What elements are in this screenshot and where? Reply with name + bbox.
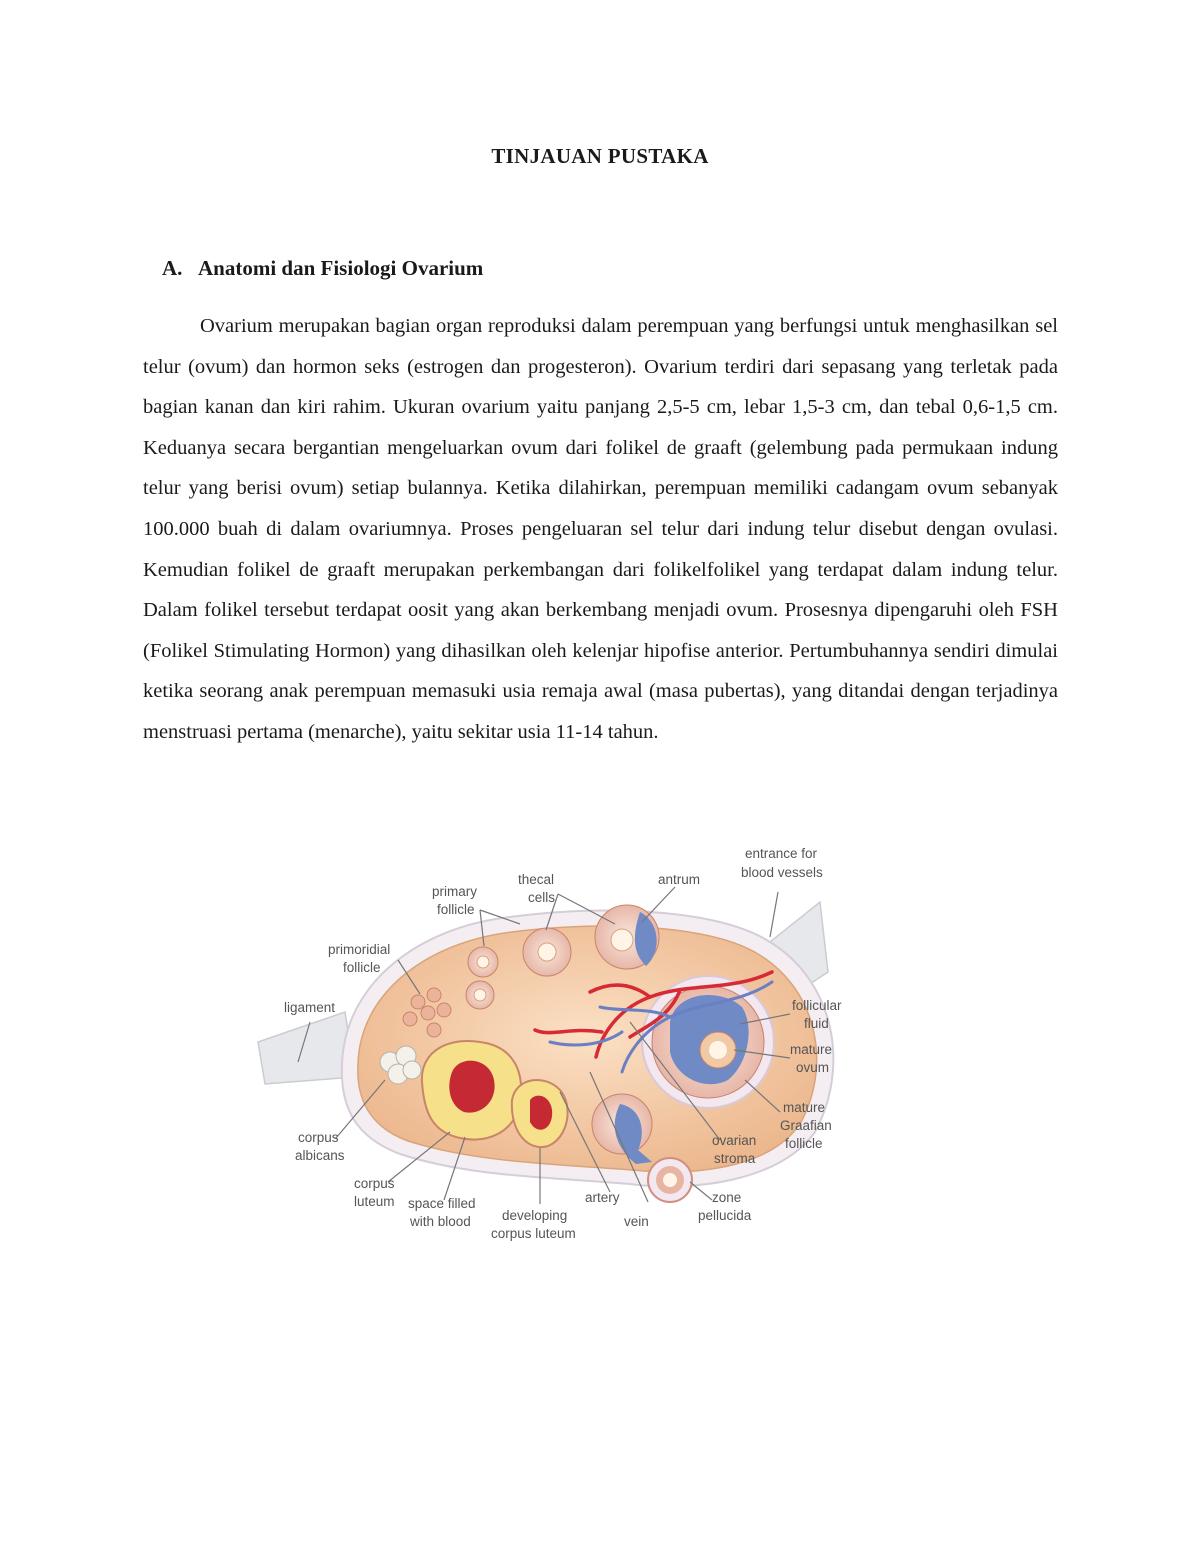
paragraph: Ovarium merupakan bagian organ reproduksi dalam perempuan yang berfungsi untuk menghasilkan sel telur (ovum) dan hormon seks (estrogen dan progesteron). Ovarium terdiri dari sepasang yang terletak pada bagian kanan dan kiri rahim. Ukuran ovarium yaitu panjang 2,5-5 cm, lebar 1,5-3 cm, dan tebal 0,6-1,5 cm. Keduanya secara bergantian mengeluarkan ovum dari folikel de graaft (gelembung pada permukaan indung telur yang berisi ovum) setiap bulannya. Ketika dilahirkan, perempuan memiliki cadangam ovum sebanyak 100.000 buah di dalam ovariumnya. Proses pengeluaran sel telur dari indung telur disebut dengan ovulasi. Kemudian folikel de graaft merupakan perkembangan dari folikelfolikel yang terdapat dalam indung telur. Dalam folikel tersebut terdapat oosit yang akan berkembang menjadi ovum. Prosesnya dipengaruhi oleh FSH (Folikel Stimulating Hormon) yang dihasilkan oleh kelenjar hipofise anterior. Pertumbuhannya sendiri dimulai ketika seorang anak perempuan memasuki usia remaja awal (masa pubertas), yang ditandai dengan terjadinya menstruasi pertama (menarche), yaitu sekitar usia 11-14 tahun. — [143, 315, 1058, 743]
figure-label-text: corpus — [298, 1130, 339, 1145]
figure-label-text: space filled — [408, 1196, 476, 1211]
figure-label-text: thecal — [518, 872, 555, 887]
figure-label-zone-l2 — [698, 1208, 752, 1223]
figure-label-space-blood-l1 — [408, 1196, 476, 1211]
figure-label-thecal-l1 — [518, 872, 554, 887]
released-ovum — [648, 1158, 692, 1202]
figure-label-text: primary — [432, 884, 478, 899]
figure-label-text: Graafian — [780, 1118, 832, 1133]
figure-label-mature-ovum-l2 — [796, 1060, 829, 1075]
figure-label-space-blood-l2 — [409, 1214, 471, 1229]
figure-label-primary-l2 — [437, 902, 475, 917]
figure-label-primordial-l1 — [328, 942, 390, 957]
figure-label-text: mature — [783, 1100, 826, 1115]
corpus-luteum — [422, 1041, 521, 1140]
section-title: Anatomi dan Fisiologi Ovarium — [198, 256, 484, 280]
figure-label-text: albicans — [295, 1148, 345, 1163]
section-number: A. — [162, 256, 183, 280]
figure-label-text: ovum — [796, 1060, 830, 1075]
figure-label-primary-l1 — [432, 884, 477, 899]
page-title: TINJAUAN PUSTAKA — [491, 144, 709, 168]
secondary-follicle — [523, 928, 571, 976]
figure-label-text: follicle — [343, 960, 381, 975]
figure-label-corpus-albicans-l2 — [295, 1148, 345, 1163]
figure-label-text: ligament — [284, 1000, 336, 1015]
figure-label-follicular-l1 — [792, 998, 842, 1013]
section-heading — [162, 256, 483, 281]
figure-label-primordial-l2 — [343, 960, 381, 975]
figure-label-text: entrance for — [745, 846, 818, 861]
figure-label-ligament — [284, 1000, 335, 1015]
figure-label-graafian-l1 — [783, 1100, 825, 1115]
figure-label-text: cells — [528, 890, 556, 905]
figure-label-follicular-l2 — [804, 1016, 829, 1031]
figure-label-entrance-l2 — [741, 865, 823, 880]
figure-label-text: primoridial — [328, 942, 391, 957]
figure-label-mature-ovum-l1 — [790, 1042, 832, 1057]
figure-label-corpus-luteum-l1 — [354, 1176, 395, 1191]
figure-label-text: corpus — [354, 1176, 395, 1191]
figure-label-graafian-l2 — [780, 1118, 832, 1133]
figure-label-ovarian-stroma-l2 — [714, 1151, 756, 1166]
figure-label-graafian-l3 — [785, 1136, 823, 1151]
figure-label-text: follicular — [792, 998, 842, 1013]
figure-label-text: fluid — [804, 1016, 829, 1031]
figure-label-text: ovarian — [712, 1133, 757, 1148]
figure-label-text: pellucida — [698, 1208, 752, 1223]
figure-label-text: with blood — [410, 1214, 471, 1229]
figure-label-ovarian-stroma-l1 — [712, 1133, 756, 1148]
figure-label-text: vein — [624, 1214, 649, 1229]
figure-label-vein — [624, 1214, 649, 1229]
figure-label-corpus-luteum-l2 — [354, 1194, 395, 1209]
body-text — [143, 306, 1058, 753]
ovary-illustration — [250, 832, 870, 1252]
figure-label-text: luteum — [354, 1194, 395, 1209]
figure-label-antrum — [658, 872, 700, 887]
figure-label-corpus-albicans-l1 — [298, 1130, 339, 1145]
figure-label-text: follicle — [437, 902, 475, 917]
figure-label-text: mature — [790, 1042, 833, 1057]
ligament-band — [258, 1012, 355, 1084]
ovary-diagram — [250, 832, 870, 1252]
figure-label-entrance-l1 — [745, 846, 818, 861]
figure-label-text: stroma — [714, 1151, 756, 1166]
figure-label-text: blood vessels — [741, 865, 823, 880]
figure-label-text: antrum — [658, 872, 701, 887]
figure-label-text: artery — [585, 1190, 620, 1205]
figure-label-zone-l1 — [712, 1190, 741, 1205]
figure-label-text: corpus luteum — [491, 1226, 576, 1241]
figure-label-text: zone — [712, 1190, 742, 1205]
figure-label-thecal-l2 — [528, 890, 555, 905]
figure-label-text: follicle — [785, 1136, 823, 1151]
figure-label-developing-l2 — [491, 1226, 576, 1241]
figure-label-developing-l1 — [502, 1208, 567, 1223]
figure-label-artery — [585, 1190, 620, 1205]
figure-label-text: developing — [502, 1208, 568, 1223]
